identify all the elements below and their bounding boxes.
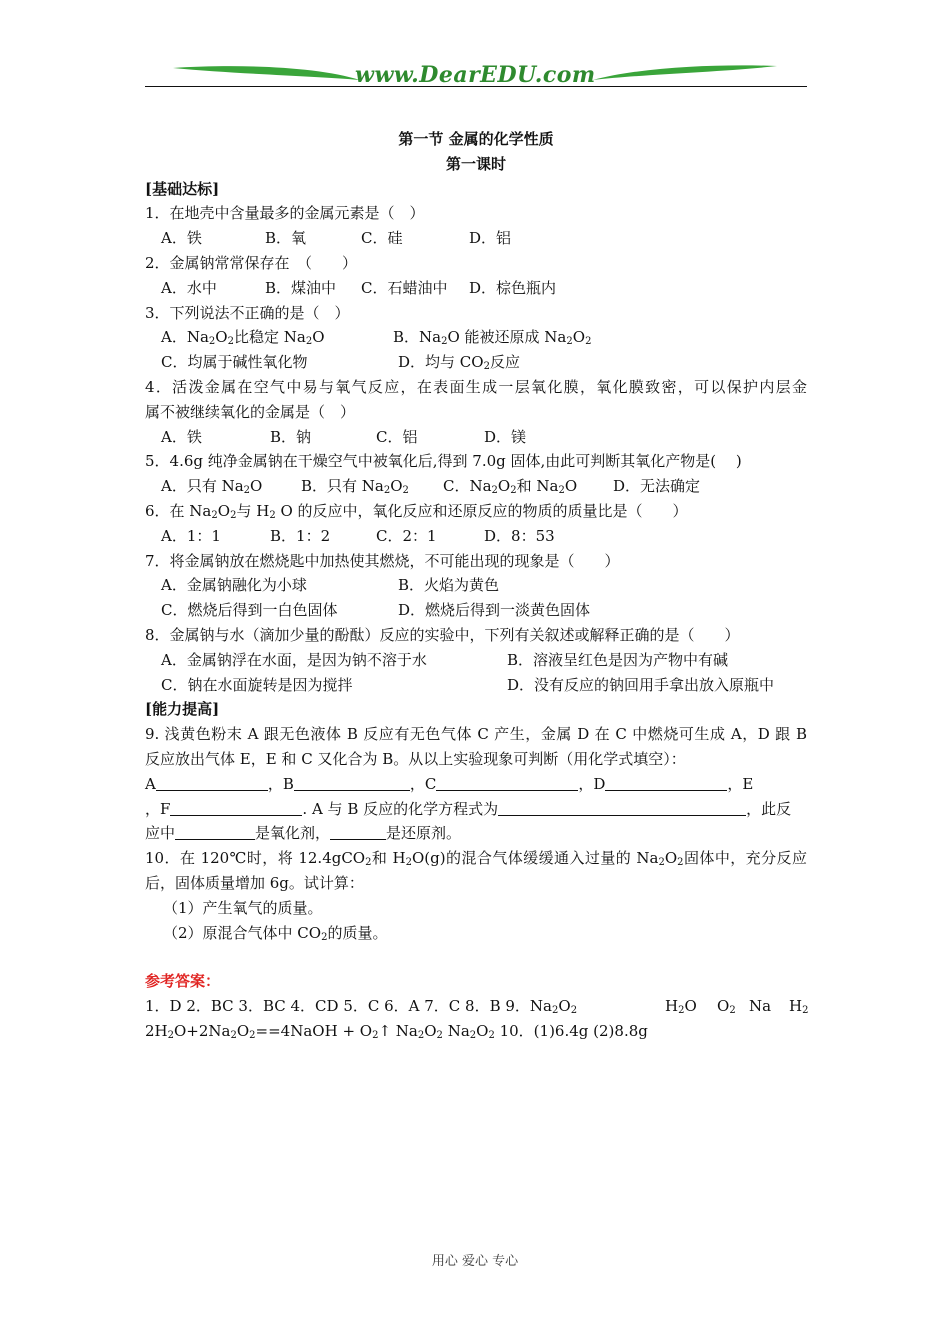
- q1-option-c: C．硅: [361, 229, 403, 248]
- q9-label-c: ，C: [409, 774, 437, 793]
- q7-option-d: D．燃烧后得到一淡黄色固体: [398, 601, 591, 620]
- question-4-options: [145, 425, 807, 450]
- section-heading-basic: [基础达标]: [145, 179, 220, 198]
- q4-option-a: A．铁: [161, 427, 202, 446]
- answers-line2: $2H_2O+2Na_2O_2==4NaOH$ + $O_2↑$ $Na_2O_2$ $Na_2O_2$ 10．(1)6.4g (2)8.8g: [145, 1021, 648, 1041]
- question-10-sub2: （2）原混合气体中 $CO_2$的质量。: [163, 923, 388, 943]
- q5-option-d: D．无法确定: [613, 477, 701, 496]
- q2-option-c: C．石蜡油中: [361, 278, 448, 297]
- q9-blank-b[interactable]: [294, 775, 410, 791]
- q9-label-b: ，B: [267, 774, 294, 793]
- q9-line5-end: 是还原剂。: [386, 824, 462, 843]
- q6-option-c: C．2：1: [376, 526, 437, 545]
- question-9-line2: 反应放出气体 E，E 和 C 又化合为 B。从以上实验现象可判断（用化学式填空）：: [145, 749, 686, 768]
- question-8-options-ab: [145, 648, 807, 673]
- q9-line5-mid: 是氧化剂，: [255, 824, 331, 843]
- question-9-blanks-line5: [145, 821, 807, 846]
- question-8-options-cd: [145, 673, 807, 698]
- q9-label-e: ，E: [727, 774, 754, 793]
- q1-option-b: B．氧: [265, 229, 307, 248]
- page-title: 第一节 金属的化学性质: [398, 130, 554, 148]
- q4-option-c: C．铝: [376, 427, 418, 446]
- q9-blank-a[interactable]: [156, 775, 268, 791]
- question-3-options-cd: [145, 350, 807, 375]
- q8-option-c: C．钠在水面旋转是因为搅拌: [161, 675, 353, 694]
- question-7-options-cd: [145, 598, 807, 623]
- q6-option-b: B．1：2: [270, 526, 331, 545]
- section-heading-advanced: [能力提高]: [145, 700, 220, 719]
- q9-label-a: A: [145, 774, 156, 793]
- q9-blank-reductant[interactable]: [330, 824, 386, 840]
- q2-option-d: D．棕色瓶内: [469, 278, 557, 297]
- q6-option-a: A．1：1: [161, 526, 221, 545]
- question-6-stem: 6．在 $Na_2O_2$与 $H_2$ O 的反应中，氧化反应和还原反应的物质的质量比是（ ）: [145, 501, 688, 521]
- q9-blank-f[interactable]: [170, 800, 302, 816]
- q4-option-b: B．钠: [270, 427, 312, 446]
- question-4-stem-line2: 属不被继续氧化的金属是（ ）: [145, 402, 356, 421]
- q9-blank-d[interactable]: [605, 775, 727, 791]
- answers-line1: 1．D 2．BC 3．BC 4．CD 5．C 6．A 7．C 8．B 9．$Na_2O_2$ $H_2O$ $O_2$ Na $H_2$: [145, 997, 809, 1017]
- q9-blank-equation[interactable]: [498, 800, 746, 816]
- q9-line4-end: ，此反: [746, 799, 792, 818]
- q4-option-d: D．镁: [484, 427, 527, 446]
- q9-blank-c[interactable]: [436, 775, 578, 791]
- question-9-blanks-line4: [145, 797, 807, 822]
- q9-equation-label: . A 与 B 反应的化学方程式为: [302, 799, 499, 818]
- question-4-stem-line1: 4．活泼金属在空气中易与氧气反应，在表面生成一层氧化膜，氧化膜致密，可以保护内层金: [145, 377, 807, 396]
- q5-option-c: C．$Na_2O_2$和 $Na_2O$: [443, 477, 578, 497]
- question-2-options: [145, 276, 807, 301]
- q5-option-b: B．只有 $Na_2O_2$: [301, 477, 409, 497]
- document-content: [145, 127, 807, 1044]
- q8-option-a: A．金属钠浮在水面，是因为钠不溶于水: [161, 650, 427, 669]
- q7-option-b: B．火焰为黄色: [398, 576, 500, 595]
- q9-label-d: ，D: [578, 774, 606, 793]
- question-9-blanks-line3: [145, 772, 807, 797]
- q2-option-a: A．水中: [161, 278, 217, 297]
- q3-option-c: C．均属于碱性氧化物: [161, 353, 308, 372]
- q7-option-c: C．燃烧后得到一白色固体: [161, 601, 338, 620]
- question-9-line1: 9. 浅黄色粉末 A 跟无色液体 B 反应有无色气体 C 产生，金属 D 在 C 中燃烧可生成 A，D 跟 B: [145, 725, 807, 744]
- q7-option-a: A．金属钠融化为小球: [161, 576, 307, 595]
- question-6-options: [145, 524, 807, 549]
- page-footer: 用心 爱心 专心: [431, 1254, 519, 1269]
- q1-option-d: D．铝: [469, 229, 512, 248]
- q9-line5-pre: 应中: [145, 824, 176, 843]
- q5-option-a: A．只有 $Na_2O$: [161, 477, 263, 497]
- q9-label-f: ，F: [145, 799, 171, 818]
- question-1-options: [145, 226, 807, 251]
- q6-option-d: D．8：53: [484, 526, 555, 545]
- question-10-sub1: （1）产生氧气的质量。: [163, 898, 323, 917]
- header-logo-text[interactable]: www.DearEDU.com: [355, 62, 596, 88]
- q3-option-d: D．均与 $CO_2$反应: [398, 353, 520, 373]
- q8-option-d: D．没有反应的钠回用手拿出放入原瓶中: [507, 675, 775, 694]
- question-3-stem: 3．下列说法不正确的是（ ）: [145, 303, 350, 322]
- spacer: [145, 945, 807, 969]
- answers-heading: 参考答案：: [145, 972, 221, 991]
- q2-option-b: B．煤油中: [265, 278, 337, 297]
- question-5-stem: 5．4.6g 纯净金属钠在干燥空气中被氧化后,得到 7.0g 固体,由此可判断其氧化产物是( ): [145, 452, 742, 471]
- page-subtitle: 第一课时: [445, 154, 506, 173]
- question-8-stem: 8．金属钠与水（滴加少量的酚酞）反应的实验中，下列有关叙述或解释正确的是（ ）: [145, 625, 740, 644]
- q3-option-b: B．$Na_2O$ 能被还原成 $Na_2O_2$: [393, 328, 592, 348]
- question-7-stem: 7．将金属钠放在燃烧匙中加热使其燃烧，不可能出现的现象是（ ）: [145, 551, 620, 570]
- question-10-line2: 后，固体质量增加 6g。试计算：: [145, 873, 364, 892]
- header-rule: [145, 86, 807, 87]
- q1-option-a: A．铁: [161, 229, 202, 248]
- q3-option-a: A．$Na_2O_2$比稳定 $Na_2O$: [161, 328, 325, 348]
- question-10-line1: 10．在 120℃时，将 12.4gCO$_2$和 $H_2O(g)$的混合气体缓缓通入过量的 $Na_2O_2$固体中，充分反应: [145, 849, 807, 869]
- question-5-options: [145, 474, 807, 499]
- question-7-options-ab: [145, 573, 807, 598]
- question-2-stem: 2．金属钠常常保存在 （ ）: [145, 253, 358, 272]
- question-1-stem: 1．在地壳中含量最多的金属元素是（ ）: [145, 204, 425, 223]
- q9-blank-oxidant[interactable]: [175, 824, 255, 840]
- question-3-options-ab: [145, 325, 807, 350]
- q8-option-b: B．溶液呈红色是因为产物中有碱: [507, 650, 729, 669]
